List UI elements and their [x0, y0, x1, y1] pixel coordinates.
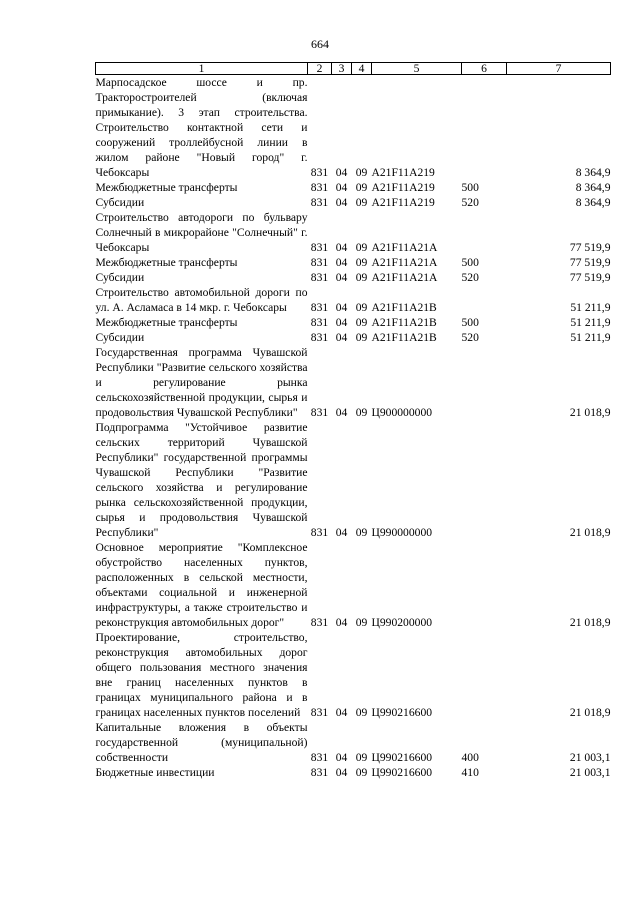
table-row [96, 75, 611, 181]
table-row [96, 195, 611, 210]
page-number: 664 [311, 37, 329, 51]
amount: 21 018,9 [569, 616, 611, 629]
expense-type-code: 410 [461, 766, 479, 779]
section-code: 04 [335, 241, 348, 254]
table-row [96, 255, 611, 270]
amount: 21 018,9 [569, 706, 611, 719]
subsection-code: 09 [355, 166, 368, 179]
section-code: 04 [335, 316, 348, 329]
expense-type-code: 500 [461, 181, 479, 194]
target-article-code: A21F11A219 [371, 181, 435, 194]
row-description: Межбюджетные трансферты [95, 256, 238, 269]
table-row [96, 315, 611, 330]
expense-type-code: 520 [461, 196, 479, 209]
column-header: 1 [96, 63, 308, 75]
budget-table [95, 62, 611, 780]
row-description: Бюджетные инвестиции [95, 766, 215, 779]
section-code: 04 [335, 526, 348, 539]
chapter-code: 831 [310, 196, 329, 209]
column-header: 2 [308, 63, 332, 75]
section-code: 04 [335, 271, 348, 284]
target-article-code: A21F11A21B [371, 316, 437, 329]
amount: 21 003,1 [569, 751, 611, 764]
section-code: 04 [335, 166, 348, 179]
expense-type-code [462, 630, 507, 720]
chapter-code: 831 [310, 526, 329, 539]
subsection-code: 09 [355, 196, 368, 209]
subsection-code: 09 [355, 706, 368, 719]
chapter-code: 831 [310, 766, 329, 779]
section-code: 04 [335, 406, 348, 419]
subsection-code: 09 [355, 751, 368, 764]
table-row [96, 330, 611, 345]
chapter-code: 831 [310, 271, 329, 284]
target-article-code: Ц990216600 [371, 766, 433, 779]
row-description: Строительство автомобильной дороги по ул. А. Асламаса в 14 мкр. г. Чебоксары [95, 286, 308, 314]
target-article-code: A21F11A21A [371, 256, 438, 269]
column-header: 7 [507, 63, 611, 75]
chapter-code: 831 [310, 316, 329, 329]
chapter-code: 831 [310, 241, 329, 254]
table-row [96, 345, 611, 420]
chapter-code: 831 [310, 181, 329, 194]
amount: 77 519,9 [569, 241, 611, 254]
table-row [96, 630, 611, 720]
row-description: Межбюджетные трансферты [95, 316, 238, 329]
amount: 77 519,9 [569, 256, 611, 269]
table-row [96, 540, 611, 630]
table-row [96, 285, 611, 315]
target-article-code: Ц990216600 [371, 706, 433, 719]
target-article-code: Ц900000000 [371, 406, 433, 419]
subsection-code: 09 [355, 256, 368, 269]
chapter-code: 831 [310, 406, 329, 419]
target-article-code: Ц990000000 [371, 526, 433, 539]
expense-type-code [462, 420, 507, 540]
row-description: Проектирование, строительство, реконструкция автомобильных дорог общего пользования местного значения вне границ населенных пунктов в границах муниципального района и в границах населенных пунктов поселений [95, 631, 308, 719]
table-row [96, 270, 611, 285]
subsection-code: 09 [355, 616, 368, 629]
target-article-code: Ц990200000 [371, 616, 433, 629]
row-description: Подпрограмма "Устойчивое развитие сельских территорий Чувашской Республики" государственной программы Чувашской Республики "Развитие сельского хозяйства и регулирование рынка сельскохозяйственной продукции, сырья и продовольствия Чувашской Республики" [95, 421, 308, 539]
target-article-code: Ц990216600 [371, 751, 433, 764]
subsection-code: 09 [355, 271, 368, 284]
target-article-code: A21F11A21B [371, 301, 437, 314]
row-description: Основное мероприятие "Комплексное обустройство населенных пунктов, расположенных в сельской местности, объектами социальной и инженерной инфраструктуры, а также строительство и реконструкция автомобильных дорог" [95, 541, 308, 629]
table-row [96, 765, 611, 780]
subsection-code: 09 [355, 181, 368, 194]
row-description: Межбюджетные трансферты [95, 181, 238, 194]
chapter-code: 831 [310, 301, 329, 314]
subsection-code: 09 [355, 406, 368, 419]
expense-type-code [462, 210, 507, 255]
target-article-code: A21F11A219 [371, 166, 435, 179]
expense-type-code: 500 [461, 316, 479, 329]
section-code: 04 [335, 301, 348, 314]
amount: 21 003,1 [569, 766, 611, 779]
expense-type-code [462, 540, 507, 630]
subsection-code: 09 [355, 766, 368, 779]
chapter-code: 831 [310, 331, 329, 344]
expense-type-code [462, 285, 507, 315]
row-description: Субсидии [95, 331, 145, 344]
subsection-code: 09 [355, 316, 368, 329]
target-article-code: A21F11A21A [371, 241, 438, 254]
subsection-code: 09 [355, 301, 368, 314]
target-article-code: A21F11A21A [371, 271, 438, 284]
column-header: 3 [332, 63, 352, 75]
expense-type-code [462, 345, 507, 420]
section-code: 04 [335, 256, 348, 269]
chapter-code: 831 [310, 166, 329, 179]
amount: 51 211,9 [570, 301, 611, 314]
expense-type-code: 520 [461, 331, 479, 344]
table-row [96, 180, 611, 195]
row-description: Строительство автодороги по бульвару Солнечный в микрорайоне "Солнечный" г. Чебоксары [95, 211, 308, 254]
expense-type-code: 400 [461, 751, 479, 764]
amount: 8 364,9 [575, 166, 611, 179]
subsection-code: 09 [355, 526, 368, 539]
column-header: 4 [352, 63, 372, 75]
table-row [96, 210, 611, 255]
row-description: Марпосадское шоссе и пр. Тракторостроителей (включая примыкание). 3 этап строительства. Строительство контактной сети и сооружений троллейбусной линии в жилом районе "Новый город" г. Чебоксары [95, 76, 308, 179]
section-code: 04 [335, 706, 348, 719]
subsection-code: 09 [355, 241, 368, 254]
section-code: 04 [335, 331, 348, 344]
amount: 51 211,9 [570, 331, 611, 344]
chapter-code: 831 [310, 706, 329, 719]
target-article-code: A21F11A21B [371, 331, 437, 344]
target-article-code: A21F11A219 [371, 196, 435, 209]
section-code: 04 [335, 616, 348, 629]
section-code: 04 [335, 766, 348, 779]
amount: 8 364,9 [575, 181, 611, 194]
amount: 77 519,9 [569, 271, 611, 284]
row-description: Субсидии [95, 196, 145, 209]
chapter-code: 831 [310, 616, 329, 629]
section-code: 04 [335, 751, 348, 764]
row-description: Капитальные вложения в объекты государственной (муниципальной) собственности [95, 721, 308, 764]
expense-type-code: 520 [461, 271, 479, 284]
amount: 21 018,9 [569, 406, 611, 419]
amount: 51 211,9 [570, 316, 611, 329]
chapter-code: 831 [310, 751, 329, 764]
column-header: 6 [462, 63, 507, 75]
column-header: 5 [372, 63, 462, 75]
chapter-code: 831 [310, 256, 329, 269]
expense-type-code: 500 [461, 256, 479, 269]
table-row [96, 720, 611, 765]
subsection-code: 09 [355, 331, 368, 344]
row-description: Государственная программа Чувашской Республики "Развитие сельского хозяйства и регулирование рынка сельскохозяйственной продукции, сырья и продовольствия Чувашской Республики" [95, 346, 308, 419]
amount: 8 364,9 [575, 196, 611, 209]
section-code: 04 [335, 181, 348, 194]
table-row [96, 420, 611, 540]
expense-type-code [462, 75, 507, 181]
amount: 21 018,9 [569, 526, 611, 539]
row-description: Субсидии [95, 271, 145, 284]
section-code: 04 [335, 196, 348, 209]
header-row [96, 63, 611, 75]
table-body [96, 75, 611, 781]
